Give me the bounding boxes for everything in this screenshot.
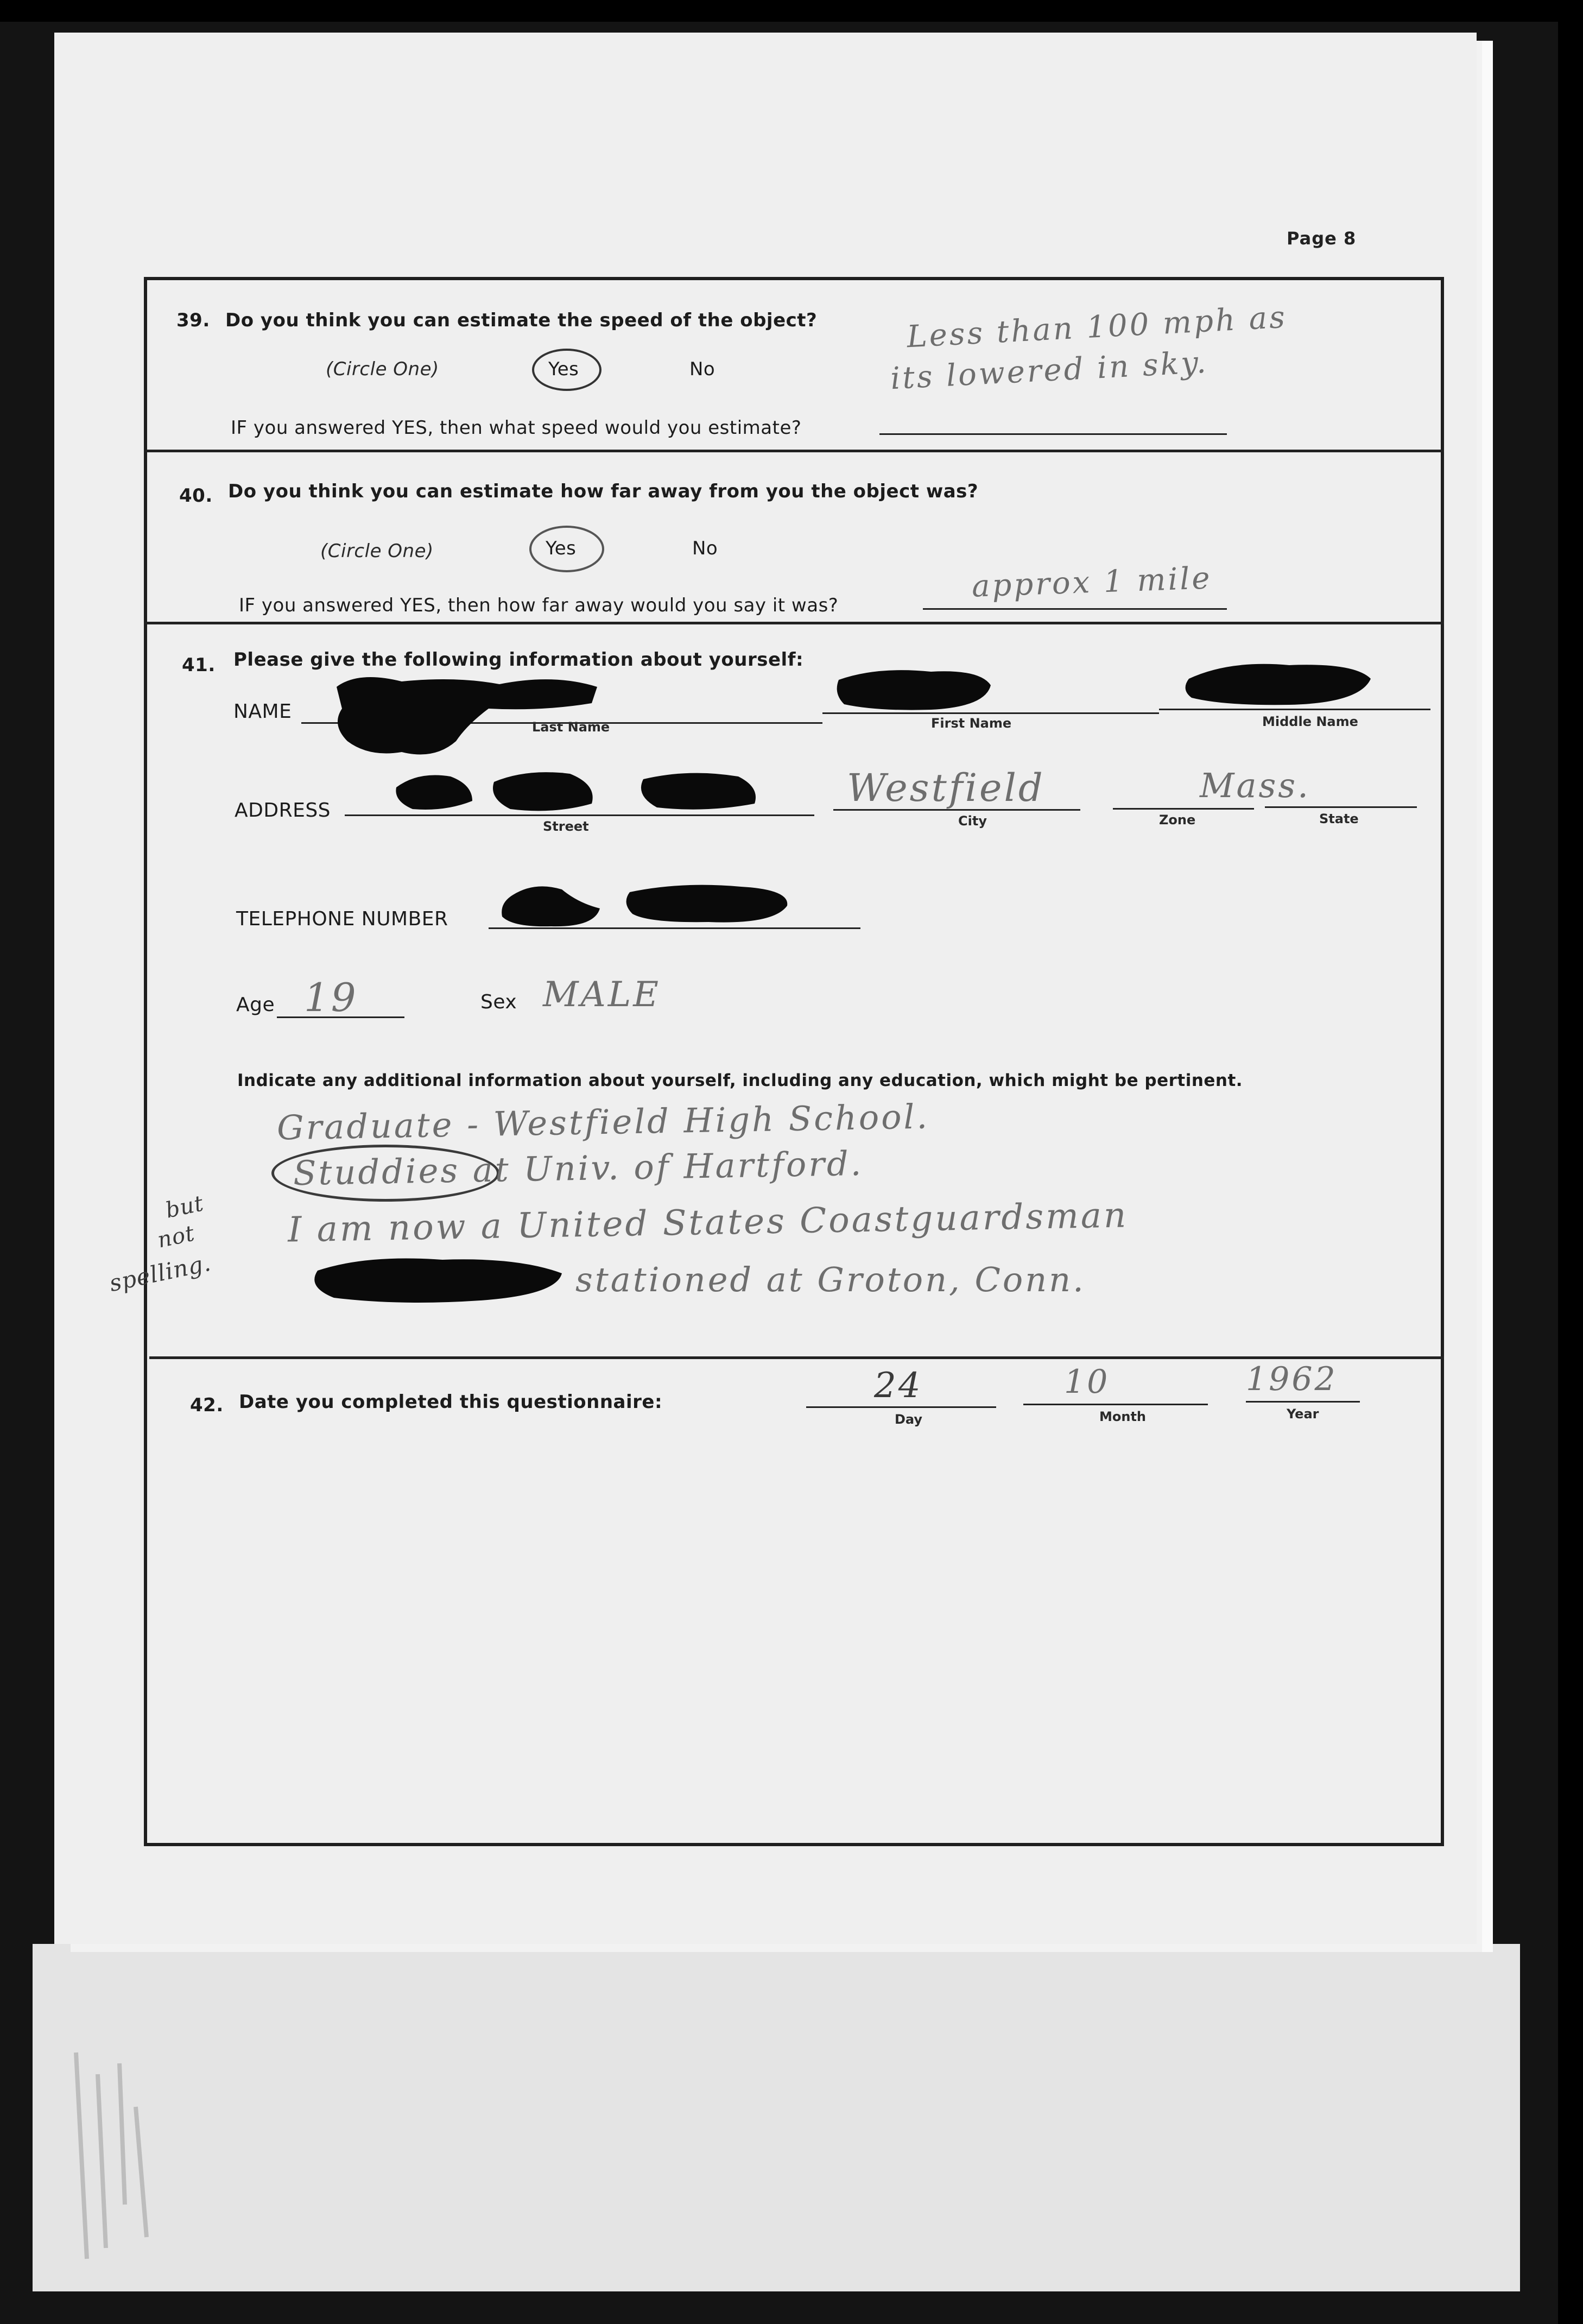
month-line [1023,1404,1208,1405]
last-name-redaction [326,665,608,763]
street-caption: Street [543,819,589,834]
q39-number: 39. [176,310,210,331]
year-line [1246,1401,1360,1403]
q40-no[interactable]: No [692,538,718,559]
city-handwritten: Westfield [847,766,1045,810]
additional-line3: I am now a United States Coastguardsman [287,1195,1129,1251]
age-label: Age [236,994,275,1016]
state-handwritten: Mass. [1200,766,1310,805]
first-name-redaction [833,664,996,712]
sex-label: Sex [480,991,517,1013]
q40-question: Do you think you can estimate how far away from you the object was? [228,481,979,502]
q40-follow-up: IF you answered YES, then how far away would you say it was? [239,595,839,616]
month-caption: Month [1099,1409,1147,1424]
additional-line1: Graduate - Westfield High School. [276,1096,930,1148]
q40-handwritten-answer: approx 1 mile [971,560,1213,604]
telephone-redaction [491,879,795,933]
sex-handwritten: MALE [543,975,661,1015]
middle-name-caption: Middle Name [1262,714,1358,729]
zone-line [1113,808,1254,810]
film-edge-right [1558,0,1583,2324]
q40-yes[interactable]: Yes [546,538,577,559]
separator-39-40 [144,450,1444,452]
q39-handwritten-line2: its lowered in sky. [889,344,1209,397]
form-frame [144,277,1444,1846]
q40-number: 40. [179,485,213,507]
middle-name-line [1159,709,1430,710]
q39-answer-line [879,433,1227,435]
q39-handwritten-line1: Less than 100 mph as [906,299,1288,355]
first-name-line [822,712,1159,714]
scan-bottom-area [33,1944,1520,2291]
q40-answer-line [923,608,1227,610]
additional-line4: stationed at Groton, Conn. [575,1260,1086,1299]
month-handwritten: 10 [1064,1363,1110,1401]
additional-line2: Studdies at Univ. of Hartford. [293,1143,864,1193]
first-name-caption: First Name [931,716,1012,731]
day-caption: Day [895,1412,923,1427]
q39-no[interactable]: No [689,358,715,380]
year-caption: Year [1287,1406,1319,1422]
q42-number: 42. [190,1394,224,1416]
margin-note-1: but [163,1191,206,1223]
state-line [1265,806,1417,808]
day-line [806,1406,996,1408]
q39-circle-one: (Circle One) [326,358,439,380]
address-label: ADDRESS [235,799,331,822]
q40-circle-one: (Circle One) [320,540,434,562]
page-number: Page 8 [1287,228,1357,249]
additional-redaction [301,1249,573,1309]
margin-note-3: spelling. [106,1249,213,1297]
year-handwritten: 1962 [1246,1360,1338,1398]
city-caption: City [958,813,987,829]
q41-prompt: Please give the following information about yourself: [233,649,804,671]
separator-41-42 [149,1356,1444,1359]
q42-question: Date you completed this questionnaire: [239,1391,663,1413]
state-caption: State [1319,811,1359,826]
film-edge-top [0,0,1583,22]
last-name-caption: Last Name [532,719,610,735]
additional-info-prompt: Indicate any additional information about yourself, including any education, which might be pertinent. [237,1071,1243,1090]
name-label: NAME [233,700,292,723]
q39-yes[interactable]: Yes [548,358,579,380]
telephone-label: TELEPHONE NUMBER [236,908,448,930]
q39-follow-up: IF you answered YES, then what speed would you estimate? [231,417,802,439]
q41-number: 41. [182,654,216,676]
q39-question: Do you think you can estimate the speed of the object? [225,310,818,331]
middle-name-redaction [1181,657,1376,709]
age-handwritten: 19 [304,975,358,1020]
smudge-marks [54,2042,163,2270]
zone-caption: Zone [1159,812,1196,828]
separator-40-41 [144,622,1444,624]
street-redaction [391,763,771,817]
day-handwritten: 24 [874,1366,923,1406]
margin-note-2: not [155,1221,197,1253]
